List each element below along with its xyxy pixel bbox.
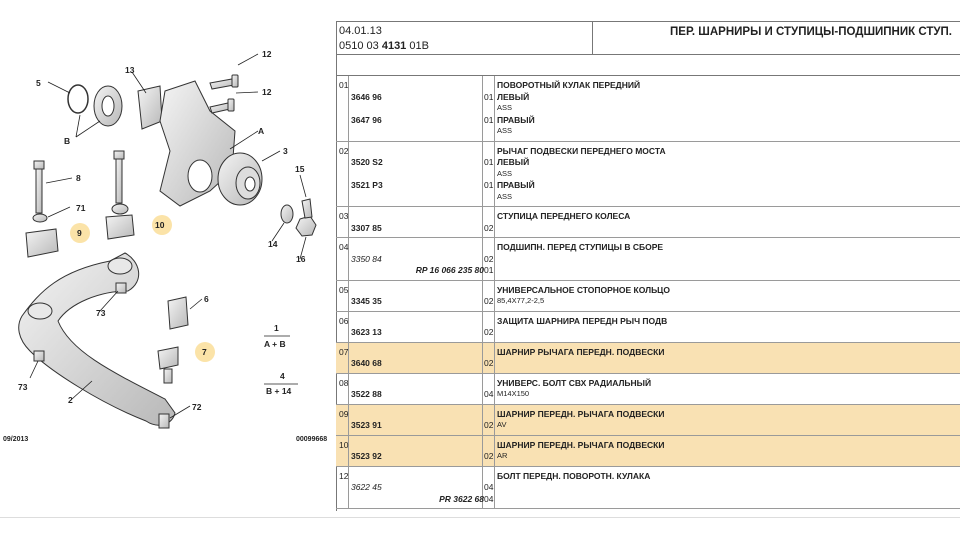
callout-label[interactable]: A (258, 126, 265, 136)
diagram-date: 09/2013 (3, 436, 29, 443)
part-description: ПРАВЫЙ (497, 180, 535, 190)
part-number[interactable]: 3520 S2 (351, 157, 383, 167)
boot-part[interactable] (168, 297, 188, 329)
part-description: ASS (497, 103, 513, 112)
quantity: 01 (484, 265, 494, 275)
part-number[interactable]: 3623 13 (351, 327, 382, 337)
quantity: 01 (484, 180, 494, 190)
row-index: 10 (339, 439, 349, 450)
callout-label[interactable]: 9 (77, 228, 82, 238)
quantity: 02 (484, 358, 494, 368)
part-description: ASS (497, 191, 513, 201)
part-description: ПОВОРОТНЫЙ КУЛАК ПЕРЕДНИЙ (497, 80, 641, 90)
quantity: 02 (484, 296, 494, 306)
table-row[interactable] (336, 374, 960, 405)
part-description: ПРАВЫЙ (497, 114, 535, 125)
callout-label[interactable]: 71 (76, 203, 86, 213)
row-index: 03 (339, 211, 349, 221)
table-row[interactable] (336, 207, 960, 238)
callout-label[interactable]: 7 (202, 347, 207, 357)
long-bolt-part[interactable] (34, 161, 44, 169)
table-row[interactable] (336, 312, 960, 343)
part-description: M14X150 (497, 389, 530, 398)
callout-label[interactable]: 12 (262, 87, 272, 97)
part-description: ЛЕВЫЙ (497, 157, 530, 167)
part-number[interactable]: 3647 96 (351, 114, 382, 125)
part-description: AV (497, 420, 507, 429)
callout-label[interactable]: 12 (262, 49, 272, 59)
catalog-date: 04.01.13 (339, 25, 382, 37)
part-number[interactable]: 3345 35 (351, 296, 382, 306)
part-description: БОЛТ ПЕРЕДН. ПОВОРОТН. КУЛАКА (497, 470, 651, 481)
quantity: 02 (484, 451, 494, 461)
table-row[interactable] (336, 142, 960, 208)
bushing-front-part[interactable] (26, 229, 58, 257)
quantity: 02 (484, 222, 494, 233)
long-bolt-2-part[interactable] (114, 151, 124, 159)
quantity: 04 (484, 493, 494, 504)
callout-label[interactable]: A + B (264, 339, 286, 349)
callout-label[interactable]: B + 14 (266, 386, 292, 396)
exploded-view-drawing (0, 21, 336, 451)
part-description: ASS (497, 168, 513, 178)
part-description: УНИВЕРС. БОЛТ СВХ РАДИАЛЬНЫЙ (497, 377, 652, 388)
callout-label[interactable]: 3 (283, 146, 288, 156)
callout-label[interactable]: 2 (68, 395, 73, 405)
part-number[interactable]: 3523 92 (351, 451, 382, 461)
part-description: 85,4X77,2-2,5 (497, 296, 545, 305)
callout-label[interactable]: 4 (280, 371, 285, 381)
part-number[interactable]: 3521 P3 (351, 180, 383, 190)
callout-label[interactable]: 8 (76, 173, 81, 183)
callout-label[interactable]: 14 (268, 239, 278, 249)
table-row[interactable] (336, 405, 960, 436)
part-number[interactable]: 3646 96 (351, 91, 382, 102)
callout-label[interactable]: 1 (274, 323, 279, 333)
washer-part[interactable] (281, 205, 293, 223)
hub-nut-part[interactable] (296, 216, 316, 236)
replacement-part-number[interactable]: PR 3622 68 (439, 493, 484, 504)
parts-table[interactable] (336, 76, 960, 511)
row-index: 12 (339, 470, 349, 481)
quantity: 01 (484, 91, 494, 102)
diagram-code: 00099668 (296, 436, 328, 443)
control-arm-part[interactable] (19, 253, 175, 425)
part-number[interactable]: 3640 68 (351, 358, 382, 368)
quantity: 04 (484, 389, 494, 399)
bottom-divider (0, 517, 960, 518)
callout-label[interactable]: 13 (125, 65, 135, 75)
callout-label[interactable]: 73 (18, 382, 28, 392)
row-index: 07 (339, 346, 349, 357)
table-row[interactable] (336, 281, 960, 312)
row-index: 06 (339, 315, 349, 326)
replacement-part-number[interactable]: RP 16 066 235 80 (415, 265, 484, 275)
quantity: 01 (484, 157, 494, 167)
part-description: AR (497, 451, 508, 460)
part-description: ASS (497, 126, 513, 135)
nut-73-lower-part[interactable] (34, 351, 44, 361)
table-row[interactable] (336, 238, 960, 281)
part-description: ЗАЩИТА ШАРНИРА ПЕРЕДН РЫЧ ПОДВ (497, 315, 668, 326)
part-description: РЫЧАГ ПОДВЕСКИ ПЕРЕДНЕГО МОСТА (497, 145, 666, 156)
callout-label[interactable]: 5 (36, 78, 41, 88)
nut-72-part[interactable] (159, 414, 169, 428)
clip-part[interactable] (302, 199, 312, 218)
part-description: ПОДШИПН. ПЕРЕД СТУПИЦЫ В СБОРЕ (497, 242, 664, 252)
snap-ring-part[interactable] (68, 85, 88, 113)
part-description: ШАРНИР РЫЧАГА ПЕРЕДН. ПОДВЕСКИ (497, 346, 665, 357)
quantity: 02 (484, 253, 494, 264)
ball-joint-part[interactable] (158, 347, 178, 369)
quantity: 01 (484, 114, 494, 125)
callout-label[interactable]: 6 (204, 294, 209, 304)
washer-71-part[interactable] (33, 214, 47, 222)
row-index: 02 (339, 145, 349, 156)
header-spacer (336, 55, 960, 76)
part-number[interactable]: 3522 88 (351, 389, 382, 399)
part-number[interactable]: 3307 85 (351, 222, 382, 233)
row-index: 08 (339, 377, 349, 388)
part-description: ШАРНИР ПЕРЕДН. РЫЧАГА ПОДВЕСКИ (497, 408, 665, 419)
table-row[interactable] (336, 343, 960, 374)
callout-label[interactable]: 72 (192, 402, 202, 412)
part-number[interactable]: 3622 45 (351, 482, 382, 492)
parts-diagram (0, 21, 336, 451)
bushing-rear-part[interactable] (106, 215, 134, 239)
callout-label[interactable]: 16 (296, 254, 306, 264)
callout-label[interactable]: 10 (155, 220, 165, 230)
callout-label[interactable]: B (64, 136, 71, 146)
bolt-upper-part[interactable] (210, 79, 234, 89)
row-index: 01 (339, 80, 349, 90)
table-row[interactable] (336, 467, 960, 510)
page-title: ПЕР. ШАРНИРЫ И СТУПИЦЫ-ПОДШИПНИК СТУП. (670, 26, 952, 38)
callout-label[interactable]: 73 (96, 308, 106, 318)
quantity: 04 (484, 482, 494, 492)
catalog-code: 0510 03 4131 01B (339, 40, 429, 52)
page-header (336, 21, 960, 55)
row-index: 04 (339, 242, 349, 252)
table-row[interactable] (336, 76, 960, 142)
row-index: 05 (339, 284, 349, 295)
row-index: 09 (339, 408, 349, 419)
quantity: 02 (484, 327, 494, 337)
callout-label[interactable]: 15 (295, 164, 305, 174)
part-description: СТУПИЦА ПЕРЕДНЕГО КОЛЕСА (497, 211, 631, 221)
part-number[interactable]: 3523 91 (351, 420, 382, 430)
part-description: ШАРНИР ПЕРЕДН. РЫЧАГА ПОДВЕСКИ (497, 439, 665, 450)
part-description: ЛЕВЫЙ (497, 91, 530, 102)
part-number[interactable]: 3350 84 (351, 253, 382, 264)
quantity: 02 (484, 420, 494, 430)
bracket-part[interactable] (138, 86, 162, 129)
bolt-lower-part[interactable] (210, 103, 230, 113)
table-row[interactable] (336, 436, 960, 467)
part-description: УНИВЕРСАЛЬНОЕ СТОПОРНОЕ КОЛЬЦО (497, 284, 670, 295)
